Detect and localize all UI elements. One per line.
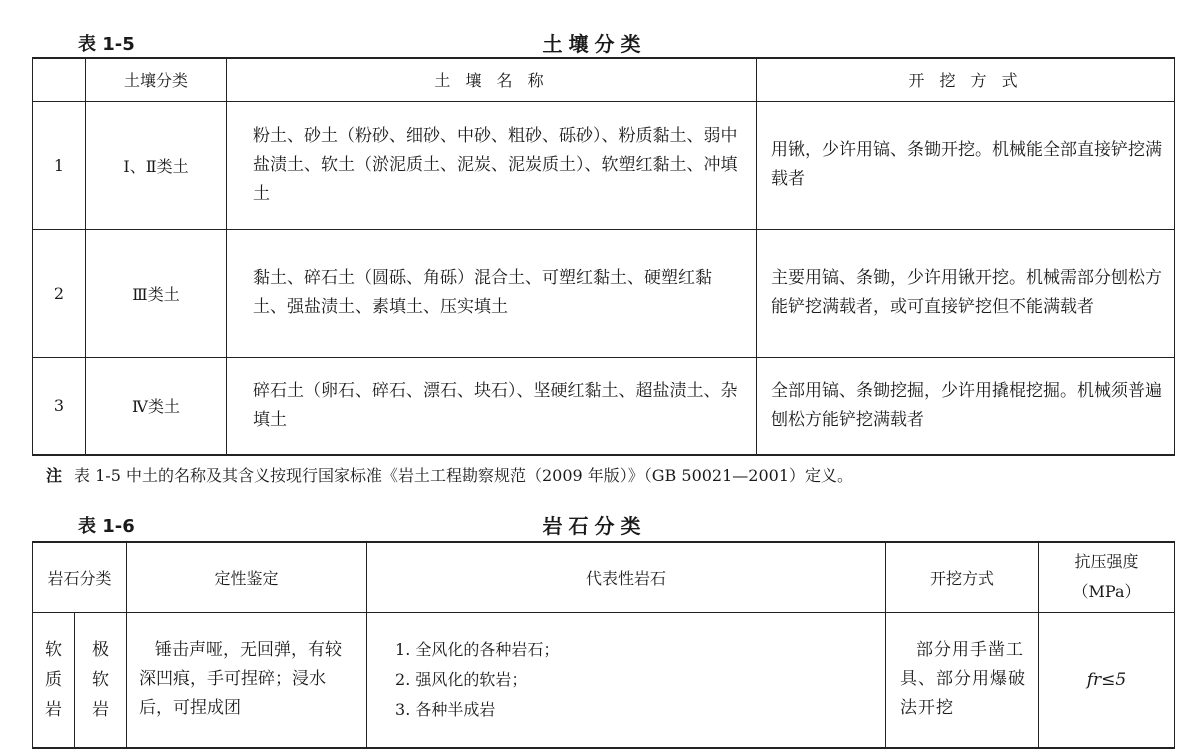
table-1-6-caption	[0, 508, 1189, 536]
excavation-method: 全部用镐、条锄挖掘，少许用撬棍挖掘。机械须普遍刨松方能铲挖满载者	[757, 357, 1175, 455]
rock-excavation-method: 部分用手凿工具、部分用爆破法开挖	[886, 612, 1039, 748]
table-row	[33, 357, 1175, 455]
row-number: 1	[33, 101, 86, 229]
row-number: 3	[33, 357, 86, 455]
rock-item: 3. 各种半成岩	[395, 699, 496, 719]
table-number: 表 1-5	[78, 34, 135, 55]
char: 软	[92, 669, 109, 690]
char: 软	[45, 639, 62, 660]
header-cell-index	[33, 58, 86, 101]
rock-item: 2. 强风化的软岩；	[395, 669, 528, 689]
excavation-method: 用锹，少许用镐、条锄开挖。机械能全部直接铲挖满载者	[757, 101, 1175, 229]
soil-category: Ⅲ类土	[86, 229, 227, 357]
soil-classification-table	[32, 57, 1175, 456]
table-title: 岩石分类	[542, 514, 647, 538]
rock-class-major	[33, 612, 75, 748]
representative-rocks	[367, 612, 886, 748]
char: 极	[92, 639, 109, 660]
table-title: 土壤分类	[542, 32, 647, 56]
soil-names: 粉土、砂土（粉砂、细砂、中砂、粗砂、砾砂）、粉质黏土、弱中盐渍土、软土（淤泥质土、泥炭、泥炭质土）、软塑红黏土、冲填土	[227, 101, 757, 229]
header-cell-qualitative: 定性鉴定	[127, 542, 367, 612]
table-row	[33, 101, 1175, 229]
strength-unit: （MPa）	[1072, 582, 1141, 602]
header-cell-rocks: 代表性岩石	[367, 542, 886, 612]
soil-names: 黏土、碎石土（圆砾、角砾）混合土、可塑红黏土、硬塑红黏土、强盐渍土、素填土、压实填土	[227, 229, 757, 357]
table-number: 表 1-6	[78, 516, 135, 537]
table-header-row	[33, 542, 1175, 612]
header-cell-classification: 岩石分类	[33, 542, 127, 612]
header-cell-category: 土壤分类	[86, 58, 227, 101]
strength-label: 抗压强度	[1074, 552, 1139, 572]
soil-category: Ⅰ、Ⅱ类土	[86, 101, 227, 229]
qualitative-identification: 锤击声哑，无回弹，有较深凹痕，手可捏碎；浸水后，可捏成团	[127, 612, 367, 748]
header-cell-strength	[1039, 542, 1175, 612]
note-text: 表 1-5 中土的名称及其含义按现行国家标准《岩土工程勘察规范（2009 年版）》（GB 50021—2001）定义。	[74, 466, 854, 485]
table-note	[46, 463, 853, 486]
header-cell-names: 土 壤 名 称	[227, 58, 757, 101]
char: 岩	[45, 699, 62, 720]
table-1-5-caption	[0, 26, 1189, 54]
char: 岩	[92, 699, 109, 720]
rock-classification-table	[32, 541, 1175, 749]
soil-names: 碎石土（卵石、碎石、漂石、块石）、坚硬红黏土、超盐渍土、杂填土	[227, 357, 757, 455]
char: 质	[45, 669, 62, 690]
header-cell-method: 开 挖 方 式	[757, 58, 1175, 101]
excavation-method: 主要用镐、条锄，少许用锹开挖。机械需部分刨松方能铲挖满载者，或可直接铲挖但不能满载者	[757, 229, 1175, 357]
row-number: 2	[33, 229, 86, 357]
compressive-strength: fr≤5	[1039, 612, 1175, 748]
table-row	[33, 612, 1175, 748]
rock-class-minor	[75, 612, 127, 748]
note-label: 注	[46, 466, 63, 485]
table-header-row	[33, 58, 1175, 101]
header-cell-method: 开挖方式	[886, 542, 1039, 612]
table-row	[33, 229, 1175, 357]
rock-item: 1. 全风化的各种岩石；	[395, 639, 560, 659]
soil-category: Ⅳ类土	[86, 357, 227, 455]
